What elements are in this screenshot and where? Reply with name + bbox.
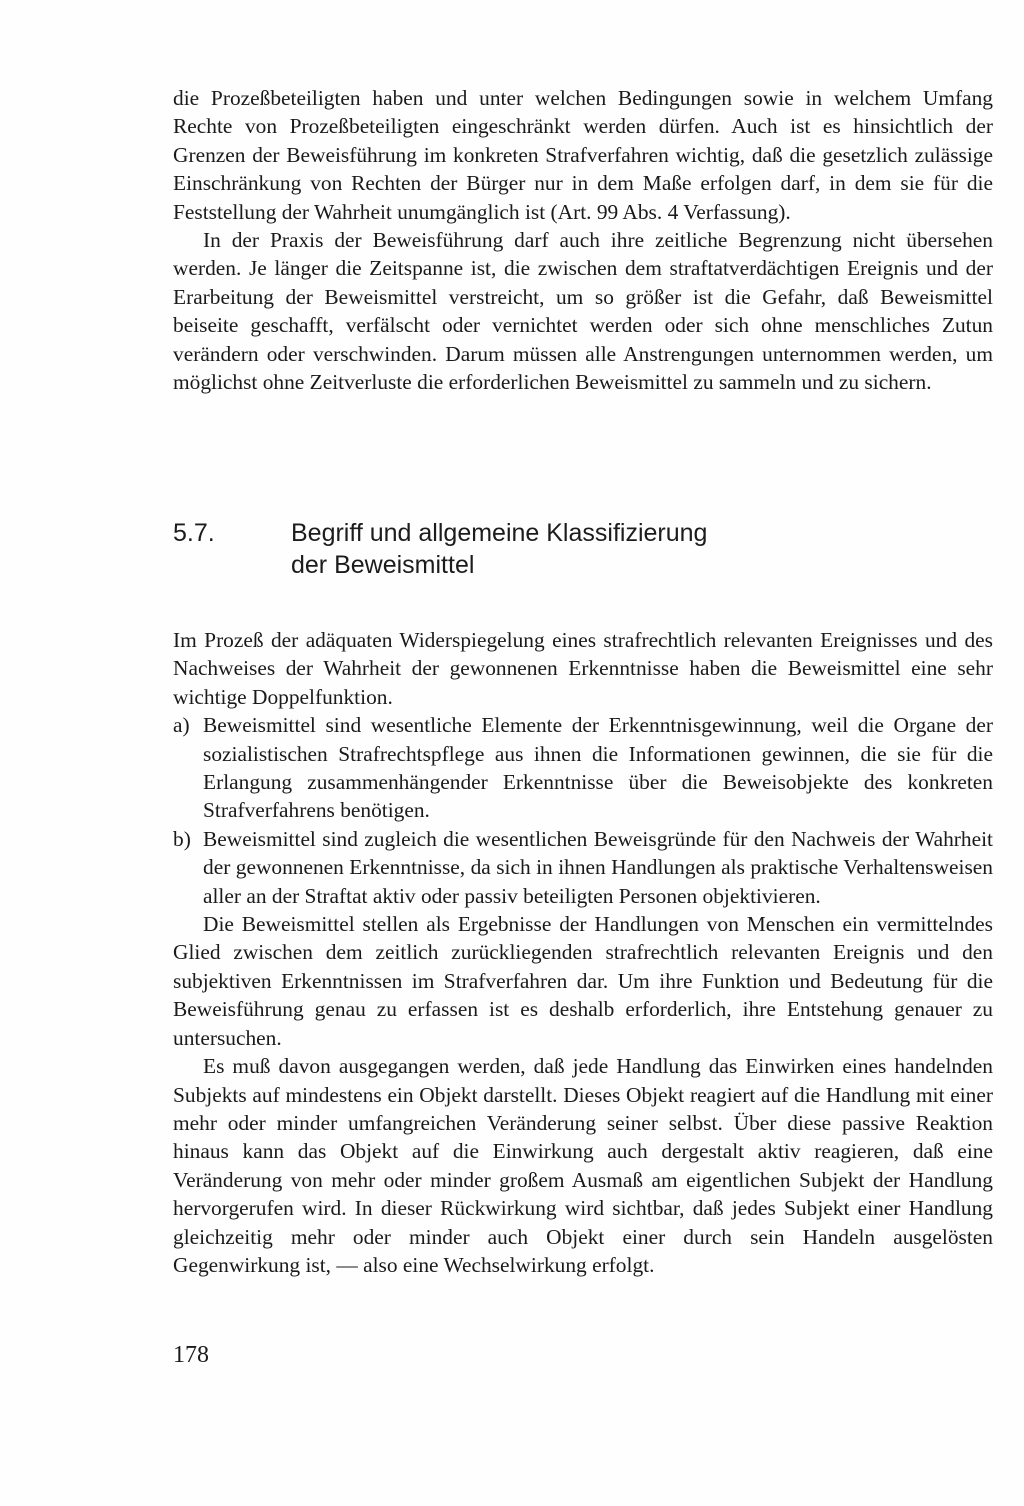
paragraph-time-limits: In der Praxis der Beweisführung darf auch ihre zeitliche Begrenzung nicht übersehen werden. Je länger die Zeitspanne ist, die zwischen dem straftatverdächtigen Ereignis und der Erarbeitung der Beweismittel verstreicht, um so größer ist die Gefahr, daß Beweismittel beiseite geschafft, verfälscht oder vernichtet werden oder sich ohne menschliches Zutun verändern oder verschwinden. Darum müssen alle Anstrengungen unternommen werden, um möglichst ohne Zeitverluste die erforderlichen Beweismittel zu sammeln und zu sichern.: [173, 228, 993, 395]
section-title: [291, 517, 851, 581]
list-item-b: [173, 825, 993, 910]
list-marker: b): [173, 826, 191, 851]
paragraph-mediating-link: Die Beweismittel stellen als Ergebnisse der Handlungen von Menschen ein vermittelndes Glied zwischen dem zeitlich zurückliegenden strafrechtlich relevanten Ereignis und den subjektiven Erkenntnissen im Strafverfahren dar. Um ihre Funktion und Bedeutung für die Beweisführung genau zu erfassen ist es deshalb erforderlich, ihre Entstehung genauer zu untersuchen.: [173, 912, 993, 1050]
section-number: 5.7.: [173, 519, 215, 547]
section-title-line-1: Begriff und allgemeine Klassifizierung: [291, 519, 708, 547]
paragraph-interaction: Es muß davon ausgegangen werden, daß jede Handlung das Einwirken eines handelnden Subjekts auf mindestens ein Objekt darstellt. Dieses Objekt reagiert auf die Handlung mit einer mehr oder minder umfangreichen Veränderung seiner selbst. Über diese passive Reaktion hinaus kann das Objekt auf die Einwirkung auch dergestalt aktiv reagieren, daß eine Veränderung von mehr oder minder großem Ausmaß am eigentlichen Subjekt der Handlung hervorgerufen wird. In dieser Rückwirkung wird sichtbar, daß jedes Subjekt einer Handlung gleichzeitig mehr oder minder auch Objekt einer durch sein Handeln ausgelösten Gegenwirkung ist, — also eine Wechselwirkung erfolgt.: [173, 1054, 993, 1277]
paragraph-continuation: die Prozeßbeteiligten haben und unter welchen Bedingungen sowie in welchem Umfang Rechte von Prozeßbeteiligten eingeschränkt werden dürfen. Auch ist es hinsichtlich der Grenzen der Beweisführung im konkreten Strafverfahren wichtig, daß die gesetzlich zulässige Einschränkung von Rechten der Bürger nur in dem Maße erfolgen darf, in dem sie für die Feststellung der Wahrheit unumgänglich ist (Art. 99 Abs. 4 Verfassung).: [173, 86, 993, 224]
section-title-line-2: der Beweismittel: [291, 551, 475, 579]
body-text-block: [173, 626, 993, 1279]
top-text-block: [173, 84, 993, 396]
list-item-a: [173, 711, 993, 825]
paragraph-intro: Im Prozeß der adäquaten Widerspiegelung eines strafrechtlich relevanten Ereignisses und des Nachweises der Wahrheit der gewonnenen Erkenntnisse haben die Beweismittel eine sehr wichtige Doppelfunktion.: [173, 628, 993, 709]
page-number: 178: [173, 1342, 209, 1368]
list-item-text: Beweismittel sind wesentliche Elemente der Erkenntnisgewinnung, weil die Organe der sozialistischen Strafrechtspflege aus ihnen die Informationen gewinnen, die sie für die Erlangung zusammenhängender Erkenntnisse über die Beweisobjekte des konkreten Strafverfahrens benötigen.: [203, 713, 993, 823]
list-item-text: Beweismittel sind zugleich die wesentlichen Beweisgründe für den Nachweis der Wahrheit der gewonnenen Erkenntnisse, da sich in ihnen Handlungen als praktische Verhaltensweisen aller an der Straftat aktiv oder passiv beteiligten Personen objektivieren.: [203, 826, 993, 908]
list-marker: a): [173, 713, 190, 738]
